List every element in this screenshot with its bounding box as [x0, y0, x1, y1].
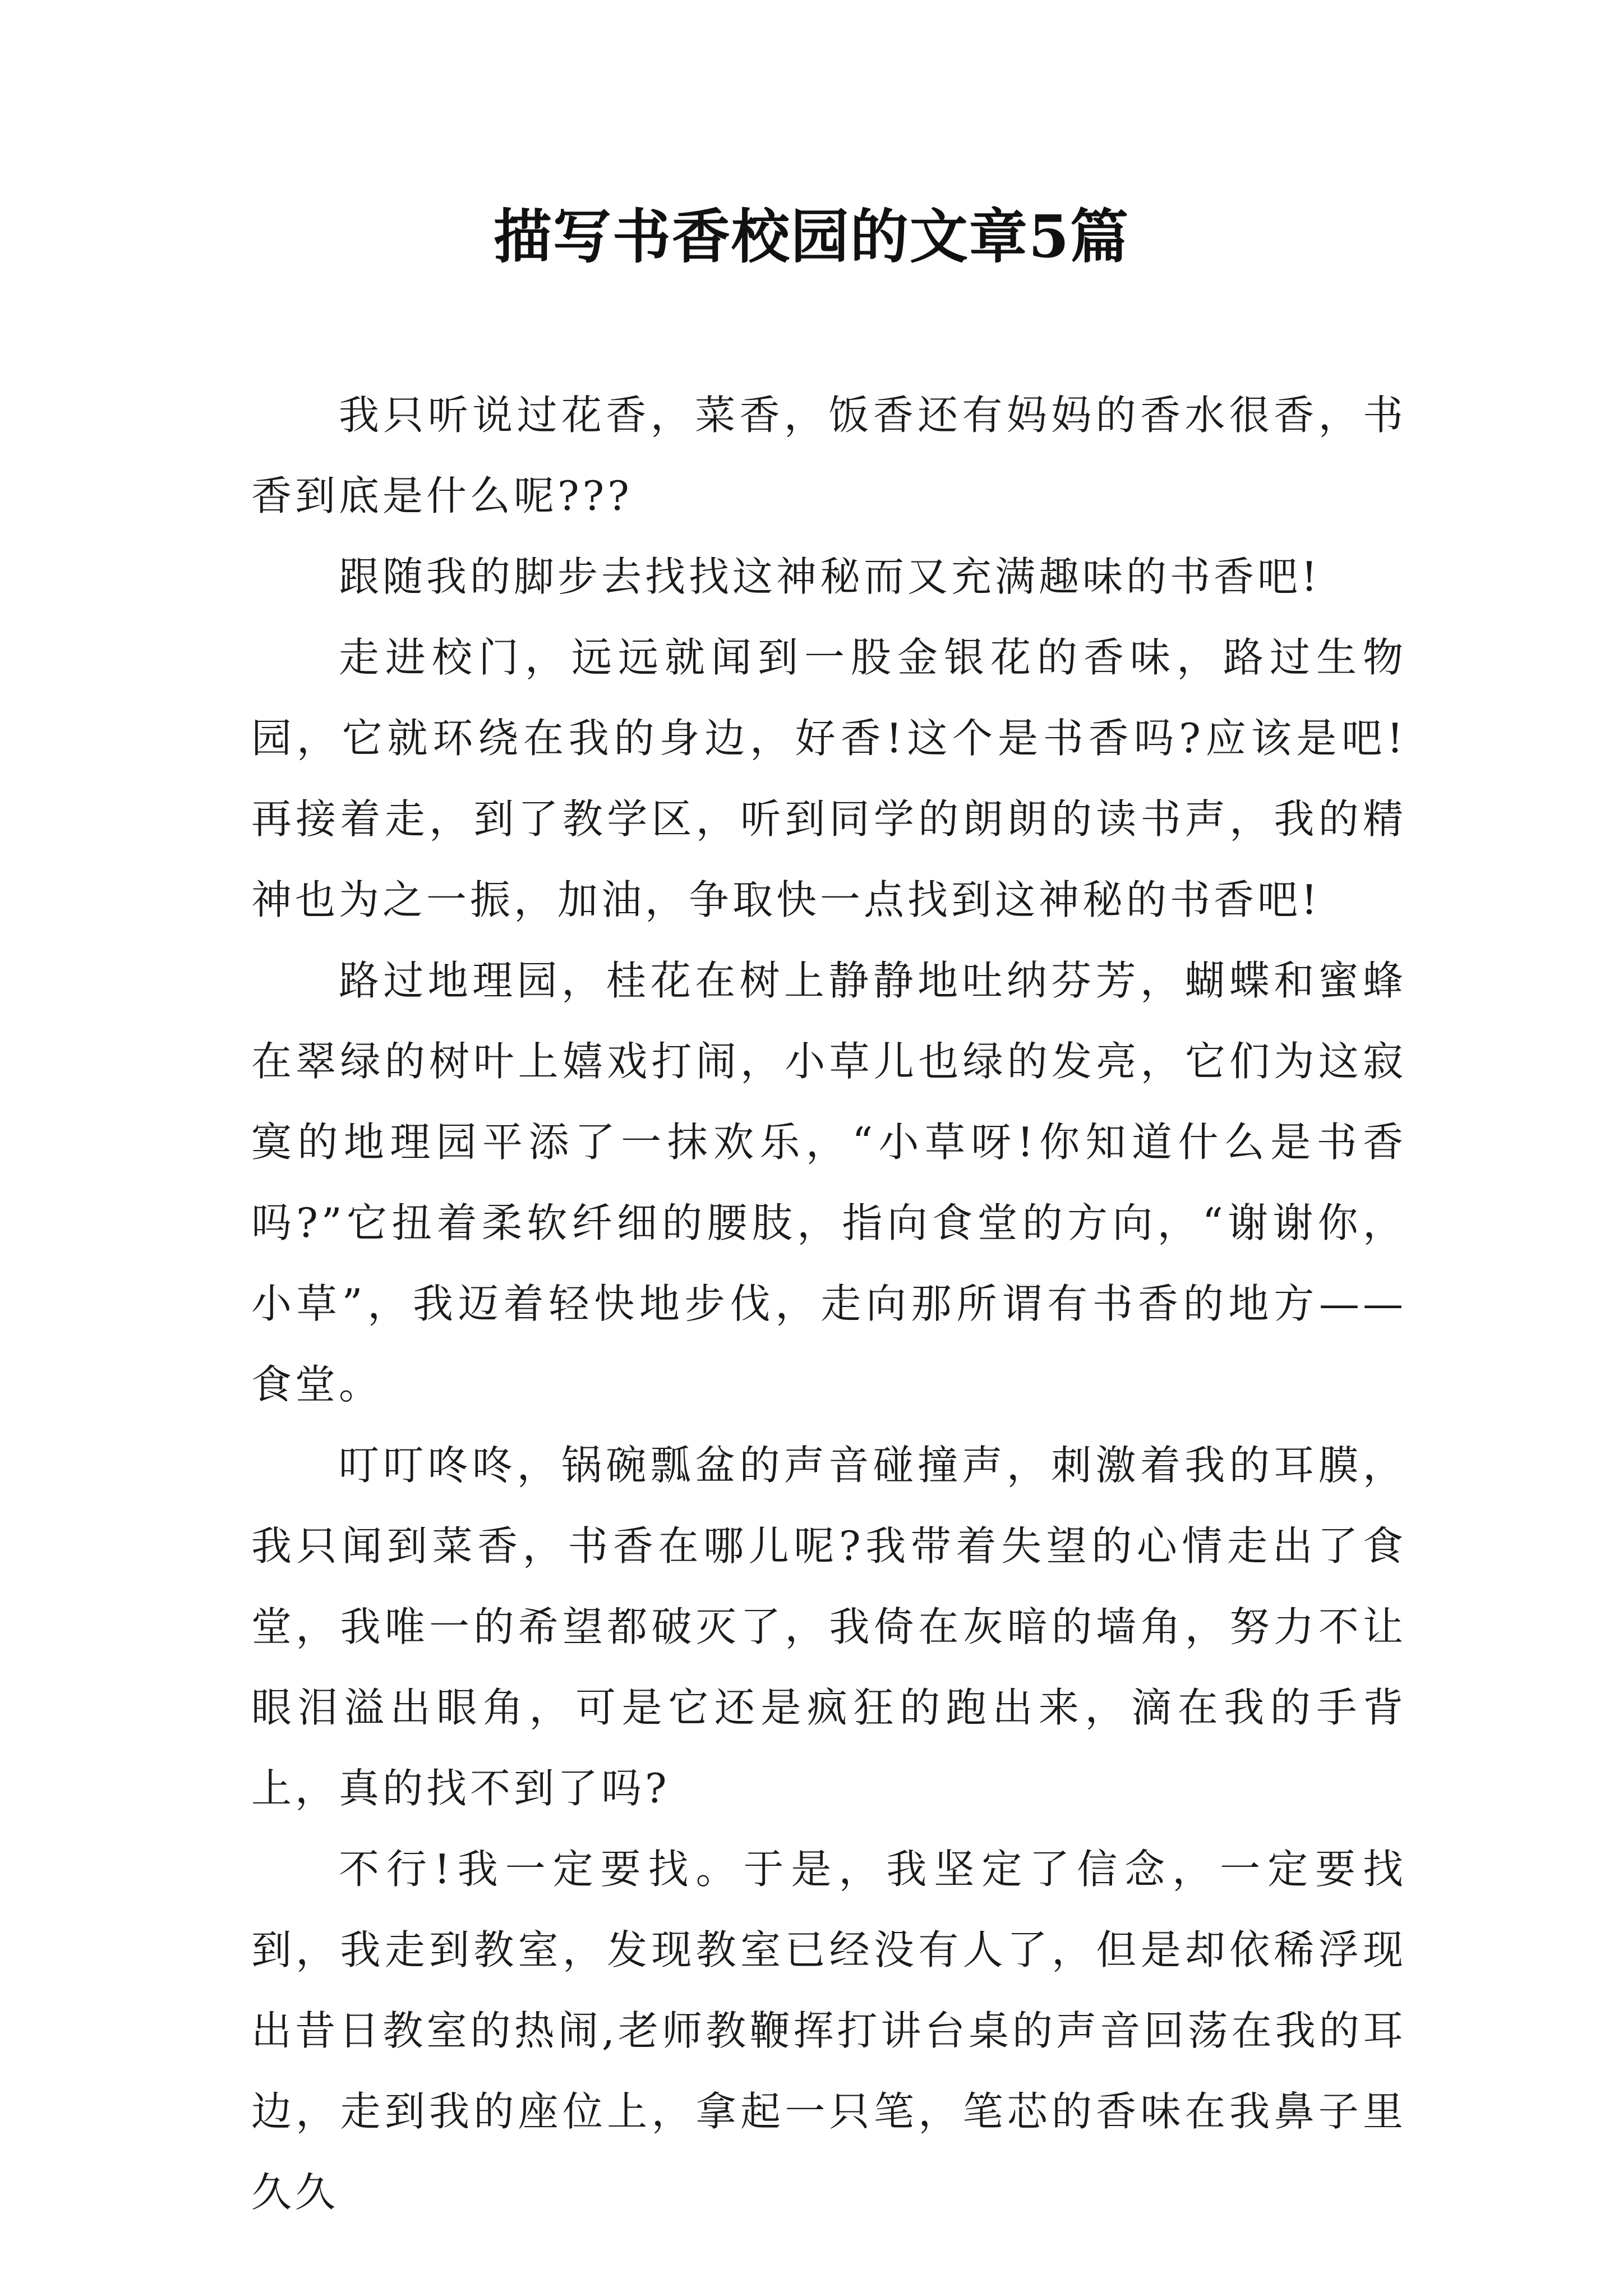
paragraph: 路过地理园，桂花在树上静静地吐纳芬芳，蝴蝶和蜜蜂在翠绿的树叶上嬉戏打闹，小草儿也绿的发亮，它们为这寂寞的地理园平添了一抹欢乐，“小草呀!你知道什么是书香吗?”它扭着柔软纤细的腰肢，指向食堂的方向，“谢谢你，小草”，我迈着轻快地步伐，走向那所谓有书香的地方——食堂。	[251, 957, 1407, 1408]
paragraph: 叮叮咚咚，锅碗瓢盆的声音碰撞声，刺激着我的耳膜，我只闻到菜香，书香在哪儿呢?我带着失望的心情走出了食堂，我唯一的希望都破灭了，我倚在灰暗的墙角，努力不让眼泪溢出眼角，可是它还是疯狂的跑出来，滴在我的手背上，真的找不到了吗?	[251, 1442, 1407, 1812]
paragraph: 不行!我一定要找。于是，我坚定了信念，一定要找到，我走到教室，发现教室已经没有人了，但是却依稀浮现出昔日教室的热闹,老师教鞭挥打讲台桌的声音回荡在我的耳边，走到我的座位上，拿起一只笔，笔芯的香味在我鼻子里久久	[251, 1846, 1407, 2216]
paragraph: 走进校门，远远就闻到一股金银花的香味，路过生物园，它就环绕在我的身边，好香!这个是书香吗?应该是吧!再接着走，到了教学区，听到同学的朗朗的读书声，我的精神也为之一振，加油，争取快一点找到这神秘的书香吧!	[251, 634, 1407, 923]
document-body	[251, 375, 1407, 2233]
paragraph: 跟随我的脚步去找找这神秘而又充满趣味的书香吧!	[339, 553, 1321, 600]
paragraph: 我只听说过花香，菜香，饭香还有妈妈的香水很香，书香到底是什么呢???	[251, 392, 1407, 519]
document-title: 描写书香校园的文章5篇	[493, 202, 1130, 271]
